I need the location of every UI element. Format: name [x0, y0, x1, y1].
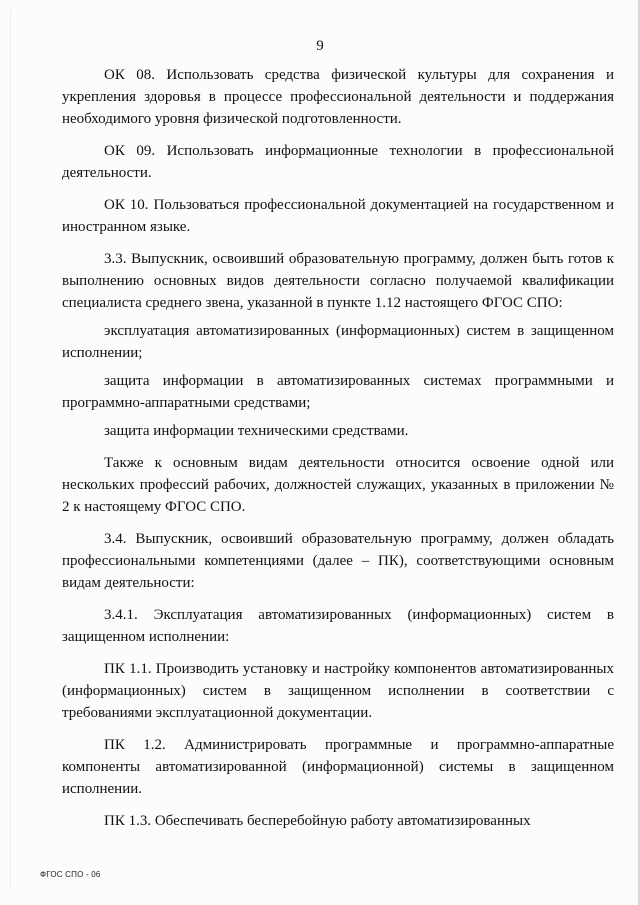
paragraph-activity-1: эксплуатация автоматизированных (информационных) систем в защищенном исполнении; [62, 323, 614, 361]
scan-shadow-left [10, 10, 11, 890]
paragraph-pk-1-2: ПК 1.2. Администрировать программные и программно-аппаратные компоненты автоматизированной (информационной) системы в защищенном исполнении. [62, 737, 614, 797]
paragraph-pk-1-3: ПК 1.3. Обеспечивать бесперебойную работу автоматизированных [104, 813, 531, 829]
paragraph-3-4-1: 3.4.1. Эксплуатация автоматизированных (информационных) систем в защищенном исполнении: [62, 607, 614, 645]
paragraph-ok08: ОК 08. Использовать средства физической культуры для сохранения и укрепления здоровья в процессе профессиональной деятельности и поддержания необходимого уровня физической подготовленности. [62, 67, 614, 127]
paragraph-3-4: 3.4. Выпускник, освоивший образовательную программу, должен обладать профессиональными компетенциями (далее – ПК), соответствующими основным видам деятельности: [62, 531, 614, 591]
document-footer: ФГОС СПО - 06 [40, 870, 101, 879]
paragraph-ok10: ОК 10. Пользоваться профессиональной документацией на государственном и иностранном языке. [62, 197, 614, 235]
paragraph-3-3: 3.3. Выпускник, освоивший образовательную программу, должен быть готов к выполнению основных видов деятельности согласно получаемой квалификации специалиста среднего звена, указанной в пункте 1.12 настоящего ФГОС СПО: [62, 251, 614, 311]
paragraph-pk-1-1: ПК 1.1. Производить установку и настройку компонентов автоматизированных (информационных) систем в защищенном исполнении в соответствии с требованиями эксплуатационной документации. [62, 661, 614, 721]
page-number: 9 [316, 38, 324, 54]
paragraph-additional-activity: Также к основным видам деятельности относится освоение одной или нескольких профессий рабочих, должностей служащих, указанных в приложении № 2 к настоящему ФГОС СПО. [62, 455, 614, 515]
paragraph-activity-2: защита информации в автоматизированных системах программными и программно-аппаратными средствами; [62, 373, 614, 411]
paragraph-activity-3: защита информации техническими средствами. [104, 423, 409, 439]
paragraph-ok09: ОК 09. Использовать информационные технологии в профессиональной деятельности. [62, 143, 614, 181]
document-body [62, 64, 614, 842]
